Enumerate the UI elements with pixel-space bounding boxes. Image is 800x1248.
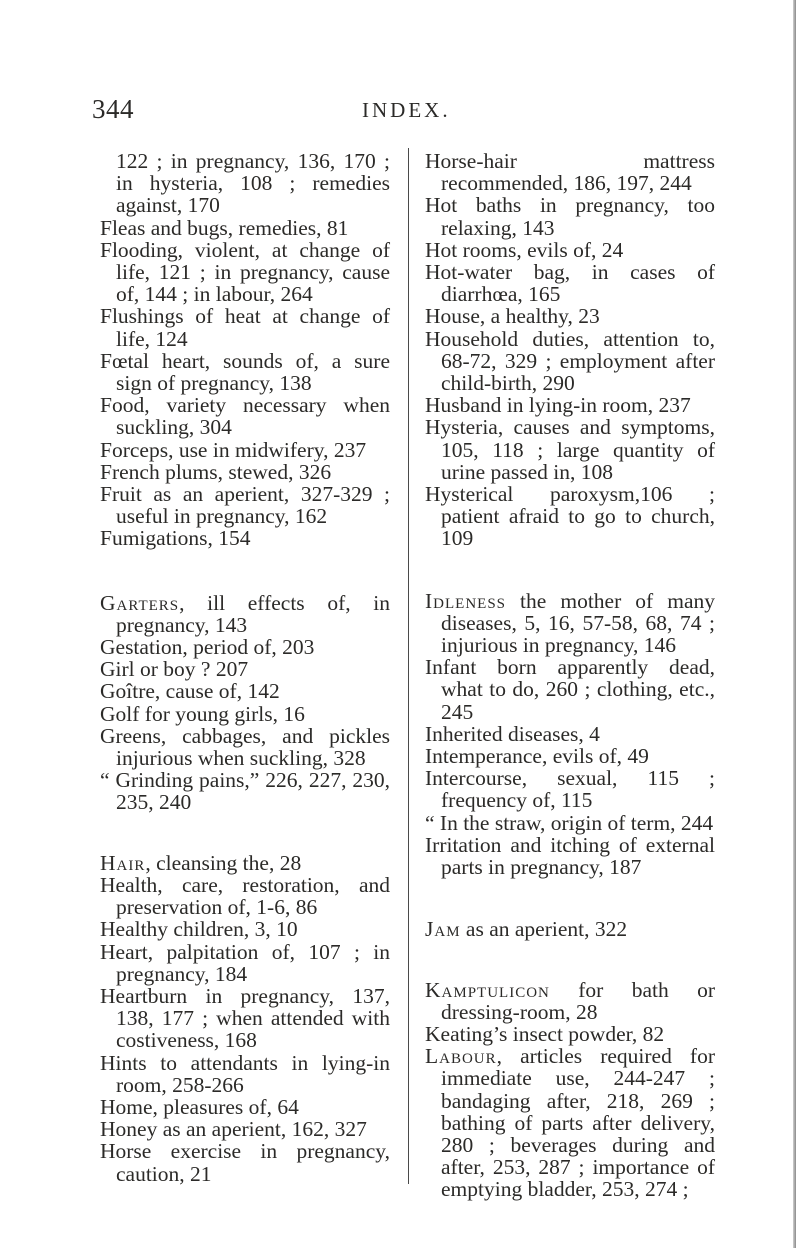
index-entry: Inherited diseases, 4 — [425, 721, 600, 746]
section-lead-word: Idleness — [425, 588, 506, 613]
page-number: 344 — [92, 94, 134, 124]
section-lead-word: Labour — [425, 1044, 497, 1069]
index-entry: Honey as an aperient, 162, 327 — [100, 1117, 367, 1142]
index-entry: French plums, stewed, 326 — [100, 459, 332, 484]
index-entry: Husband in lying-in room, 237 — [425, 393, 691, 418]
entry-text: , ill effects of, in pregnancy, 143 — [116, 590, 390, 637]
section-lead-word: Jam — [425, 917, 461, 942]
index-entry: “ Grinding pains,” 226, 227, 230, 235, 240 — [100, 768, 390, 815]
index-entry: Golf for young girls, 16 — [100, 701, 305, 726]
section-gap — [100, 814, 390, 852]
page-edge-shadow — [793, 0, 796, 1248]
entry-text: , cleansing the, 28 — [145, 850, 302, 875]
index-entry: Gestation, period of, 203 — [100, 635, 315, 660]
entry-text: , articles required for immediate use, 244-247 ; bandaging after, 218, 269 ; bathing of parts after delivery, 280 ; beverages during and after, 253, 287 ; importance of emptying bladder, 253, 274 ; — [441, 1044, 715, 1202]
section-lead-word: Hair — [100, 850, 146, 875]
index-entry — [425, 918, 715, 940]
index-entry: Hot-water bag, in cases of diarrhœa, 165 — [425, 260, 715, 307]
index-entry: “ In the straw, origin of term, 244 — [425, 810, 714, 835]
index-entry: Fumigations, 154 — [100, 526, 251, 551]
index-entry: Flooding, violent, at change of life, 121 ; in pregnancy, cause of, 144 ; in labour, 264 — [100, 237, 390, 307]
index-entry: Forceps, use in midwifery, 237 — [100, 437, 367, 462]
index-entry: Heart, palpitation of, 107 ; in pregnancy, 184 — [100, 939, 390, 986]
index-entry: Infant born apparently dead, what to do, 260 ; clothing, etc., 245 — [425, 655, 715, 724]
index-entry: Flushings of heat at change of life, 124 — [100, 304, 390, 351]
entry-text: the mother of many diseases, 5, 16, 57-58, 68, 74 ; injurious in pregnancy, 146 — [441, 588, 715, 658]
index-entry: Fleas and bugs, remedies, 81 — [100, 215, 349, 240]
index-entry: Intercourse, sexual, 115 ; frequency of, 115 — [425, 766, 715, 813]
section-gap — [425, 878, 715, 918]
entry-text: for bath or dressing-room, 28 — [441, 977, 715, 1024]
index-entry: Household duties, attention to, 68-72, 329 ; employment after child-birth, 290 — [425, 326, 715, 396]
left-column — [100, 150, 390, 1185]
index-entry: Horse-hair mattress recommended, 186, 197, 244 — [425, 149, 715, 196]
index-entry: House, a healthy, 23 — [425, 304, 600, 329]
index-entry: Hot rooms, evils of, 24 — [425, 237, 624, 262]
index-entry — [425, 1045, 715, 1200]
running-head: INDEX. — [362, 98, 451, 122]
index-entry: Keating’s insect powder, 82 — [425, 1021, 665, 1046]
index-entry: Fruit as an aperient, 327-329 ; useful in pregnancy, 162 — [100, 482, 390, 529]
index-entry: Heartburn in pregnancy, 137, 138, 177 ; when attended with costiveness, 168 — [100, 983, 390, 1053]
index-entry — [425, 590, 715, 657]
index-entry: Intemperance, evils of, 49 — [425, 744, 649, 769]
index-entry: Greens, cabbages, and pickles injurious when suckling, 328 — [100, 723, 390, 771]
section-gap — [425, 550, 715, 590]
index-entry — [100, 852, 390, 874]
index-entry: Goître, cause of, 142 — [100, 679, 280, 704]
entry-text: as an aperient, 322 — [460, 917, 628, 942]
index-entry: Fœtal heart, sounds of, a sure sign of pregnancy, 138 — [100, 348, 390, 396]
index-entry: Irritation and itching of external parts in pregnancy, 187 — [425, 832, 715, 880]
index-entry — [425, 979, 715, 1023]
index-entry: Home, pleasures of, 64 — [100, 1094, 299, 1119]
column-divider — [408, 148, 409, 1184]
right-column — [425, 150, 715, 1201]
section-gap — [100, 550, 390, 592]
index-entry: 122 ; in pregnancy, 136, 170 ; in hysteria, 108 ; remedies against, 170 — [116, 149, 390, 218]
section-lead-word: Garters — [100, 590, 180, 615]
index-entry: Girl or boy ? 207 — [100, 657, 249, 682]
section-lead-word: Kamptulicon — [425, 977, 550, 1002]
section-gap — [425, 941, 715, 979]
index-entry: Food, variety necessary when suckling, 304 — [100, 393, 390, 440]
index-entry: Horse exercise in pregnancy, caution, 21 — [100, 1139, 390, 1186]
page-header — [0, 94, 800, 134]
index-entry: Hysteria, causes and symptoms, 105, 118 ; large quantity of urine passed in, 108 — [425, 415, 715, 484]
index-entry: Healthy children, 3, 10 — [100, 917, 298, 942]
index-entry: Hysterical paroxysm,106 ; patient afraid to go to church, 109 — [425, 482, 715, 551]
index-entry: Hints to attendants in lying-in room, 258-266 — [100, 1050, 390, 1097]
index-entry: Hot baths in pregnancy, too relaxing, 143 — [425, 193, 715, 240]
index-entry — [100, 592, 390, 636]
index-entry: Health, care, restoration, and preservation of, 1-6, 86 — [100, 872, 390, 920]
